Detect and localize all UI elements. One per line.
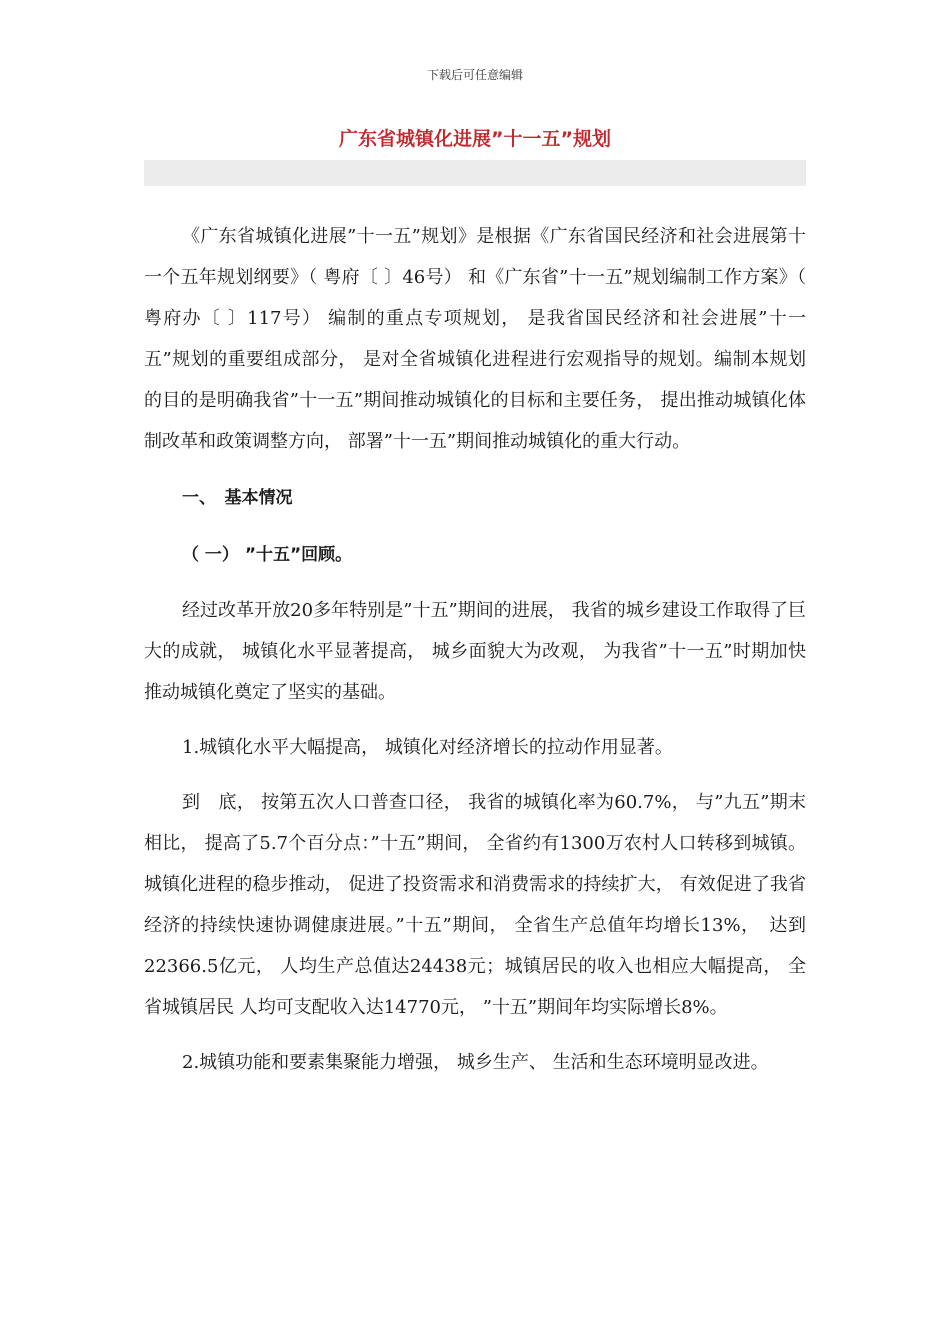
subsection-heading: （ 一） ”十五”回顾。 xyxy=(182,545,353,565)
document-title: 广东省城镇化进展”十一五”规划 xyxy=(339,128,611,150)
point-2-heading: 2.城镇功能和要素集聚能力增强， 城乡生产、 生活和生态环境明显改进。 xyxy=(182,1052,769,1073)
title-divider-bar xyxy=(144,160,806,186)
review-paragraph: 经过改革开放20多年特别是”十五”期间的进展， 我省的城乡建设工作取得了巨大的成就， 城镇化水平显著提高， 城乡面貌大为改观， 为我省”十一五”时期加快推动城镇化奠定了坚实的基础。 xyxy=(144,600,806,703)
section-heading: 一、 基本情况 xyxy=(182,488,293,508)
document-body xyxy=(144,216,806,1083)
header-note: 下载后可任意编辑 xyxy=(426,68,523,82)
intro-paragraph: 《广东省城镇化进展”十一五”规划》是根据《广东省国民经济和社会进展第十一个五年规划纲要》（ 粤府〔 〕46号） 和《广东省”十一五”规划编制工作方案》（ 粤府办〔 〕117号） 编制的重点专项规划， 是我省国民经济和社会进展”十一五”规划的重要组成部分， 是对全省城镇化进程进行宏观指导的规划。编制本规划的目的是明确我省”十一五”期间推动城镇化的目标和主要任务， 提出推动城镇化体制改革和政策调整方向， 部署”十一五”期间推动城镇化的重大行动。 xyxy=(144,226,806,452)
point-1-heading: 1.城镇化水平大幅提高， 城镇化对经济增长的拉动作用显著。 xyxy=(182,737,673,758)
point-1-paragraph: 到 底， 按第五次人口普查口径， 我省的城镇化率为60.7%， 与”九五”期末相比， 提高了5.7个百分点：”十五”期间， 全省约有1300万农村人口转移到城镇。城镇化进程的稳步推动， 促进了投资需求和消费需求的持续扩大， 有效促进了我省经济的持续快速协调健康进展。”十五”期间， 全省生产总值年均增长13%， 达到22366.5亿元， 人均生产总值达24438元；城镇居民的收入也相应大幅提高， 全省城镇居民 人均可支配收入达14770元， ”十五”期间年均实际增长8%。 xyxy=(144,792,806,1018)
